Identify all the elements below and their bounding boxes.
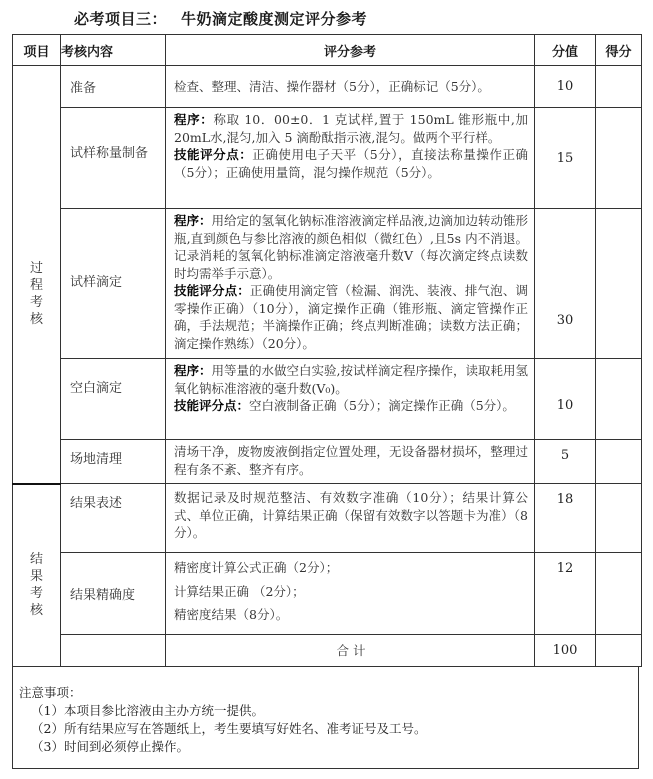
scoring-table [12,34,642,667]
title-prefix: 必考项目三： [74,10,168,28]
table-row [13,484,642,553]
title-name: 牛奶滴定酸度测定评分参考 [181,10,368,28]
total-row [13,635,642,667]
row-score-cell[interactable] [596,359,642,440]
skill-label: 技能评分点： [174,283,250,298]
group-process: 过 程 考 核 [13,66,61,484]
group-result: 结 果 考 核 [13,484,61,667]
note-item: （2）所有结果应写在答题纸上，考生要填写好姓名、准考证号及工号。 [31,721,427,736]
note-item: （1）本项目参比溶液由主办方统一提供。 [31,703,264,718]
table-row [13,553,642,635]
row-item: 结果精确度 [61,553,166,635]
notes-heading: 注意事项： [19,685,82,700]
row-reference: 清场干净，废物废液倒指定位置处理，无设备器材损坏，整理过程有条不紊、整齐有序。 [166,440,535,484]
header-points: 分值 [535,35,596,66]
row-reference: 精密度计算公式正确（2分）； 计算结果正确 （2分）； 精密度结果（8分）。 [166,553,535,635]
table-header-row [13,35,642,66]
table-row [13,359,642,440]
row-item: 试样滴定 [61,209,166,359]
row-score-cell[interactable] [596,484,642,553]
note-item: （3）时间到必须停止操作。 [31,739,189,754]
procedure-label: 程序： [174,112,214,127]
procedure-label: 程序： [174,213,212,228]
row-item: 准备 [61,66,166,108]
header-reference: 评分参考 [166,35,535,66]
row-reference: 程序：用等量的水做空白实验,按试样滴定程序操作，读取耗用氢氧化钠标准溶液的毫升数(V₀)。 技能评分点：空白液制备正确（5分）；滴定操作正确（5分）。 [166,359,535,440]
row-reference: 程序：称取 10．00±0．1 克试样,置于 150mL 锥形瓶中,加20mL水,混匀,加入 5 滴酚酞指示液,混匀。做两个平行样。 技能评分点：正确使用电子天平（5分），直接法称量操作正确（5分）；正确使用量筒，混匀操作规范（5分）。 [166,108,535,209]
row-item: 结果表述 [61,484,166,553]
row-score-cell[interactable] [596,209,642,359]
row-reference: 程序：用给定的氢氧化钠标准溶液滴定样品液,边滴加边转动锥形瓶,直到颜色与参比溶液的颜色相似（微红色）,且5s 内不消退。记录消耗的氢氧化钠标准滴定溶液毫升数V（每次滴定终点读数时均需举手示意）。 技能评分点：正确使用滴定管（检漏、润洗、装液、排气泡、调零操作正确）（10分），滴定操作正确（锥形瓶、滴定管操作正确，手法规范；半滴操作正确；终点判断准确；读数方法正确；滴定操作熟练）（20分）。 [166,209,535,359]
row-points: 10 [535,359,596,440]
row-item: 场地清理 [61,440,166,484]
row-points: 12 [535,553,596,635]
total-score-cell[interactable] [596,635,642,667]
total-points: 100 [535,635,596,667]
header-item: 考核内容 [61,35,166,66]
row-reference: 数据记录及时规范整洁、有效数字准确（10分）；结果计算公式、单位正确，计算结果正确（保留有效数字以答题卡为准）（8 分）。 [166,484,535,553]
row-points: 30 [535,209,596,359]
row-score-cell[interactable] [596,553,642,635]
header-score: 得分 [596,35,642,66]
skill-label: 技能评分点： [174,147,253,162]
total-label: 合 计 [166,635,535,667]
row-item: 试样称量制备 [61,108,166,209]
row-score-cell[interactable] [596,108,642,209]
page-title [74,8,367,29]
table-row [13,66,642,108]
table-row [13,108,642,209]
header-category: 项目 [13,35,61,66]
row-reference: 检查、整理、清洁、操作器材（5分），正确标记（5分）。 [166,66,535,108]
row-points: 5 [535,440,596,484]
table-row [13,440,642,484]
row-points: 18 [535,484,596,553]
row-score-cell[interactable] [596,440,642,484]
skill-label: 技能评分点： [174,398,250,413]
row-score-cell[interactable] [596,66,642,108]
table-row [13,209,642,359]
row-item: 空白滴定 [61,359,166,440]
row-points: 10 [535,66,596,108]
notes-box [12,666,639,769]
row-points: 15 [535,108,596,209]
procedure-label: 程序： [174,363,212,378]
